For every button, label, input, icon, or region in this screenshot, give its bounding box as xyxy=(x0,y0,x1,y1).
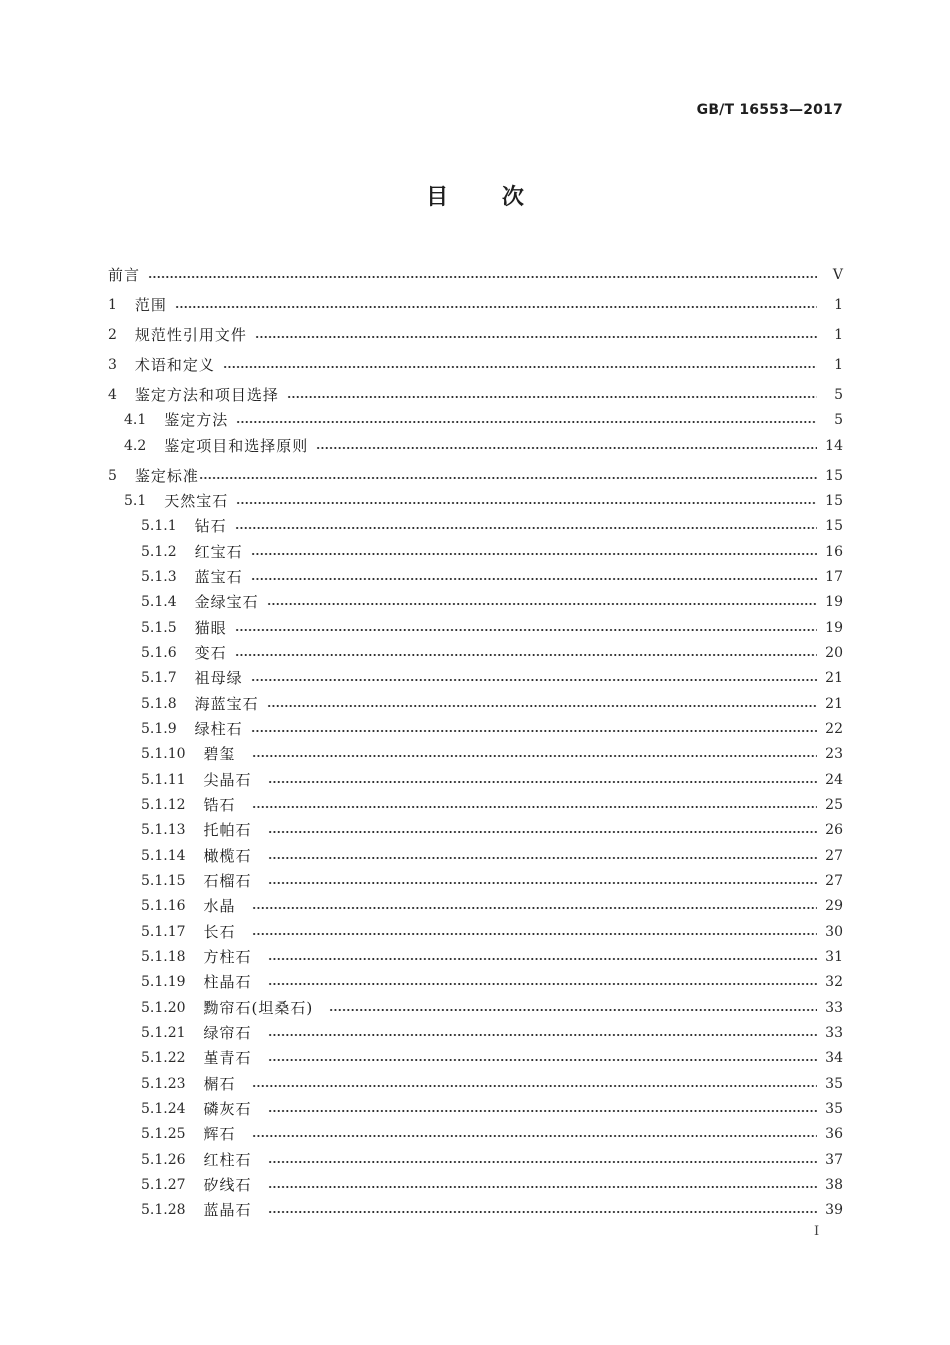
toc-entry-page: 33 xyxy=(825,1000,843,1016)
toc-entry xyxy=(141,694,843,714)
toc-entry-title: 石榴石 xyxy=(203,872,252,890)
toc-entry-page: 27 xyxy=(825,873,843,889)
toc-entry-title: 尖晶石 xyxy=(203,771,252,789)
toc-entry-title: 鉴定项目和选择原则 xyxy=(164,437,309,455)
toc-entry-number: 5.1.11 xyxy=(141,772,186,788)
toc-entry-number: 5.1.16 xyxy=(141,898,186,914)
toc-entry xyxy=(141,1124,843,1144)
toc-entry-number: 5 xyxy=(108,468,117,484)
toc-entry xyxy=(141,516,843,536)
toc-entry-title: 堇青石 xyxy=(203,1049,252,1067)
toc-entry-number: 5.1.15 xyxy=(141,873,186,889)
toc-entry-page: 30 xyxy=(825,924,843,940)
dot-leader xyxy=(235,516,817,536)
toc-entry xyxy=(141,1175,843,1195)
toc-entry-page: 21 xyxy=(825,696,843,712)
toc-entry-page: 35 xyxy=(825,1076,843,1092)
toc-entry-page: 17 xyxy=(825,569,843,585)
dot-leader xyxy=(268,1175,817,1195)
toc-entry-page: 1 xyxy=(834,297,843,313)
toc-entry-number: 5.1.8 xyxy=(141,696,177,712)
toc-entry-number: 5.1.28 xyxy=(141,1202,186,1218)
toc-entry-page: 34 xyxy=(825,1050,843,1066)
toc-entry xyxy=(108,355,843,375)
toc-entry xyxy=(141,668,843,688)
toc-entry-title: 磷灰石 xyxy=(203,1100,252,1118)
toc-entry-number: 5.1.17 xyxy=(141,924,186,940)
dot-leader xyxy=(252,744,817,764)
dot-leader xyxy=(235,618,817,638)
toc-entry-title: 鉴定方法 xyxy=(164,411,229,429)
toc-entry-number: 5.1.27 xyxy=(141,1177,186,1193)
toc-entry-page: 33 xyxy=(825,1025,843,1041)
toc-entry-title: 红宝石 xyxy=(194,543,243,561)
toc-entry-title: 矽线石 xyxy=(203,1176,252,1194)
toc-entry-number: 5.1.1 xyxy=(141,518,177,534)
toc-entry-page: 1 xyxy=(834,357,843,373)
toc-entry-number: 3 xyxy=(108,357,117,373)
toc-entry-number: 1 xyxy=(108,297,117,313)
toc-entry-title: 水晶 xyxy=(203,897,236,915)
toc-entry-title: 绿帘石 xyxy=(203,1024,252,1042)
dot-leader xyxy=(223,355,817,375)
dot-leader xyxy=(268,1048,817,1068)
toc-entry-number: 4.1 xyxy=(124,412,147,428)
toc-entry xyxy=(141,592,843,612)
toc-entry-number: 5.1.14 xyxy=(141,848,186,864)
toc-entry-number: 5.1.9 xyxy=(141,721,177,737)
toc-entry-page: 16 xyxy=(825,544,843,560)
toc-entry-number: 5.1.4 xyxy=(141,594,177,610)
toc-entry xyxy=(141,871,843,891)
toc-entry-title: 鉴定标准 xyxy=(134,467,199,485)
toc-entry-title: 碧玺 xyxy=(203,745,236,763)
dot-leader xyxy=(252,795,817,815)
toc-entry-page: 26 xyxy=(825,822,843,838)
toc-entry-page: 21 xyxy=(825,670,843,686)
toc-entry-page: 22 xyxy=(825,721,843,737)
toc-entry-title: 托帕石 xyxy=(203,821,252,839)
toc-entry-page: 25 xyxy=(825,797,843,813)
toc-entry-number: 5.1.10 xyxy=(141,746,186,762)
dot-leader xyxy=(252,1074,817,1094)
toc-entry xyxy=(141,846,843,866)
page-number: I xyxy=(814,1224,820,1239)
dot-leader xyxy=(268,871,817,891)
dot-leader xyxy=(268,1099,817,1119)
toc-entry-page: 29 xyxy=(825,898,843,914)
toc-entry xyxy=(108,325,843,345)
toc-entry xyxy=(141,770,843,790)
toc-entry-number: 5.1.18 xyxy=(141,949,186,965)
toc-entry-number: 5.1.22 xyxy=(141,1050,186,1066)
toc-entry-title: 长石 xyxy=(203,923,236,941)
standard-code: GB/T 16553—2017 xyxy=(696,102,843,118)
dot-leader xyxy=(329,998,817,1018)
toc-entry-title: 榍石 xyxy=(203,1075,236,1093)
toc-entry-title: 前言 xyxy=(108,266,141,284)
dot-leader xyxy=(199,466,817,486)
dot-leader xyxy=(236,491,817,511)
toc-entry-title: 辉石 xyxy=(203,1125,236,1143)
toc-entry-title: 黝帘石(坦桑石) xyxy=(203,999,314,1017)
toc-entry-page: 37 xyxy=(825,1152,843,1168)
toc-entry xyxy=(124,410,843,430)
toc-entry-number: 5.1.3 xyxy=(141,569,177,585)
toc-entry-title: 橄榄石 xyxy=(203,847,252,865)
toc-entry xyxy=(108,466,843,486)
toc-entry-page: 15 xyxy=(825,518,843,534)
toc-entry-page: 5 xyxy=(834,387,843,403)
toc-entry xyxy=(108,295,843,315)
toc-entry-page: 19 xyxy=(825,620,843,636)
toc-entry-page: 1 xyxy=(834,327,843,343)
toc-entry xyxy=(141,998,843,1018)
toc-entry xyxy=(141,567,843,587)
toc-entry-number: 5.1.24 xyxy=(141,1101,186,1117)
dot-leader xyxy=(268,770,817,790)
toc-entry xyxy=(141,1200,843,1220)
toc-entry-page: 15 xyxy=(825,468,843,484)
toc-entry xyxy=(141,922,843,942)
dot-leader xyxy=(268,846,817,866)
toc-entry-page: 38 xyxy=(825,1177,843,1193)
toc-entry xyxy=(141,820,843,840)
toc-entry xyxy=(141,896,843,916)
toc-entry-number: 2 xyxy=(108,327,117,343)
toc-entry-number: 4 xyxy=(108,387,117,403)
toc-entry-title: 绿柱石 xyxy=(194,720,243,738)
toc-entry-number: 5.1.23 xyxy=(141,1076,186,1092)
toc-entry xyxy=(141,795,843,815)
toc-entry-page: 20 xyxy=(825,645,843,661)
toc-entry-page: 19 xyxy=(825,594,843,610)
dot-leader xyxy=(268,1150,817,1170)
toc-entry-page: 14 xyxy=(825,438,843,454)
dot-leader xyxy=(268,820,817,840)
toc-entry xyxy=(141,744,843,764)
toc-entry-title: 锆石 xyxy=(203,796,236,814)
toc-entry-page: 35 xyxy=(825,1101,843,1117)
toc-entry-title: 术语和定义 xyxy=(134,356,215,374)
toc-entry-number: 5.1.6 xyxy=(141,645,177,661)
toc-entry xyxy=(141,719,843,739)
toc-entry-title: 祖母绿 xyxy=(194,669,243,687)
dot-leader xyxy=(255,325,817,345)
toc-entry-page: 31 xyxy=(825,949,843,965)
dot-leader xyxy=(268,1200,817,1220)
page-title: 目 次 xyxy=(426,185,524,210)
toc-entry-title: 方柱石 xyxy=(203,948,252,966)
dot-leader xyxy=(268,1023,817,1043)
dot-leader xyxy=(252,896,817,916)
toc-entry-title: 天然宝石 xyxy=(164,492,229,510)
toc-entry xyxy=(141,1023,843,1043)
toc-entry-page: 24 xyxy=(825,772,843,788)
dot-leader xyxy=(236,410,817,430)
toc-entry-number: 4.2 xyxy=(124,438,147,454)
toc-entry-title: 猫眼 xyxy=(194,619,227,637)
toc-entry-number: 5.1 xyxy=(124,493,147,509)
toc-entry xyxy=(141,1099,843,1119)
toc-entry-title: 海蓝宝石 xyxy=(194,695,259,713)
toc-entry xyxy=(141,1150,843,1170)
toc-entry-number: 5.1.7 xyxy=(141,670,177,686)
toc-entry-title: 钻石 xyxy=(194,517,227,535)
dot-leader xyxy=(267,592,817,612)
dot-leader xyxy=(252,922,817,942)
toc-entry xyxy=(141,1048,843,1068)
dot-leader xyxy=(252,1124,817,1144)
dot-leader xyxy=(251,567,817,587)
dot-leader xyxy=(251,542,817,562)
toc-entry xyxy=(141,618,843,638)
toc-entry-title: 规范性引用文件 xyxy=(134,326,247,344)
dot-leader xyxy=(148,265,817,285)
toc-entry-number: 5.1.21 xyxy=(141,1025,186,1041)
toc-entry-page: 15 xyxy=(825,493,843,509)
toc-entry-number: 5.1.12 xyxy=(141,797,186,813)
toc-entry-number: 5.1.19 xyxy=(141,974,186,990)
toc-entry-title: 蓝晶石 xyxy=(203,1201,252,1219)
dot-leader xyxy=(175,295,817,315)
toc-entry xyxy=(141,643,843,663)
toc-entry xyxy=(141,542,843,562)
toc-entry-number: 5.1.2 xyxy=(141,544,177,560)
toc-entry xyxy=(108,385,843,405)
toc-entry-page: V xyxy=(832,267,843,283)
toc-entry-number: 5.1.13 xyxy=(141,822,186,838)
dot-leader xyxy=(235,643,817,663)
toc-entry xyxy=(141,1074,843,1094)
toc-entry xyxy=(141,947,843,967)
toc-entry-page: 23 xyxy=(825,746,843,762)
dot-leader xyxy=(267,694,817,714)
dot-leader xyxy=(268,972,817,992)
toc-entry-title: 柱晶石 xyxy=(203,973,252,991)
toc-entry-page: 39 xyxy=(825,1202,843,1218)
toc-entry-page: 27 xyxy=(825,848,843,864)
dot-leader xyxy=(316,436,817,456)
toc-entry xyxy=(108,265,843,285)
toc-entry-number: 5.1.5 xyxy=(141,620,177,636)
toc-entry-number: 5.1.20 xyxy=(141,1000,186,1016)
toc-entry-title: 范围 xyxy=(134,296,167,314)
toc-entry-title: 鉴定方法和项目选择 xyxy=(134,386,279,404)
dot-leader xyxy=(251,668,817,688)
dot-leader xyxy=(268,947,817,967)
toc-entry-page: 36 xyxy=(825,1126,843,1142)
toc-entry xyxy=(141,972,843,992)
toc-entry-number: 5.1.26 xyxy=(141,1152,186,1168)
toc-entry-number: 5.1.25 xyxy=(141,1126,186,1142)
toc-entry xyxy=(124,491,843,511)
toc-entry-title: 蓝宝石 xyxy=(194,568,243,586)
toc-entry-page: 32 xyxy=(825,974,843,990)
toc-entry-title: 红柱石 xyxy=(203,1151,252,1169)
toc-entry xyxy=(124,436,843,456)
dot-leader xyxy=(251,719,817,739)
toc-entry-title: 变石 xyxy=(194,644,227,662)
toc-entry-title: 金绿宝石 xyxy=(194,593,259,611)
dot-leader xyxy=(287,385,817,405)
toc-entry-page: 5 xyxy=(834,412,843,428)
